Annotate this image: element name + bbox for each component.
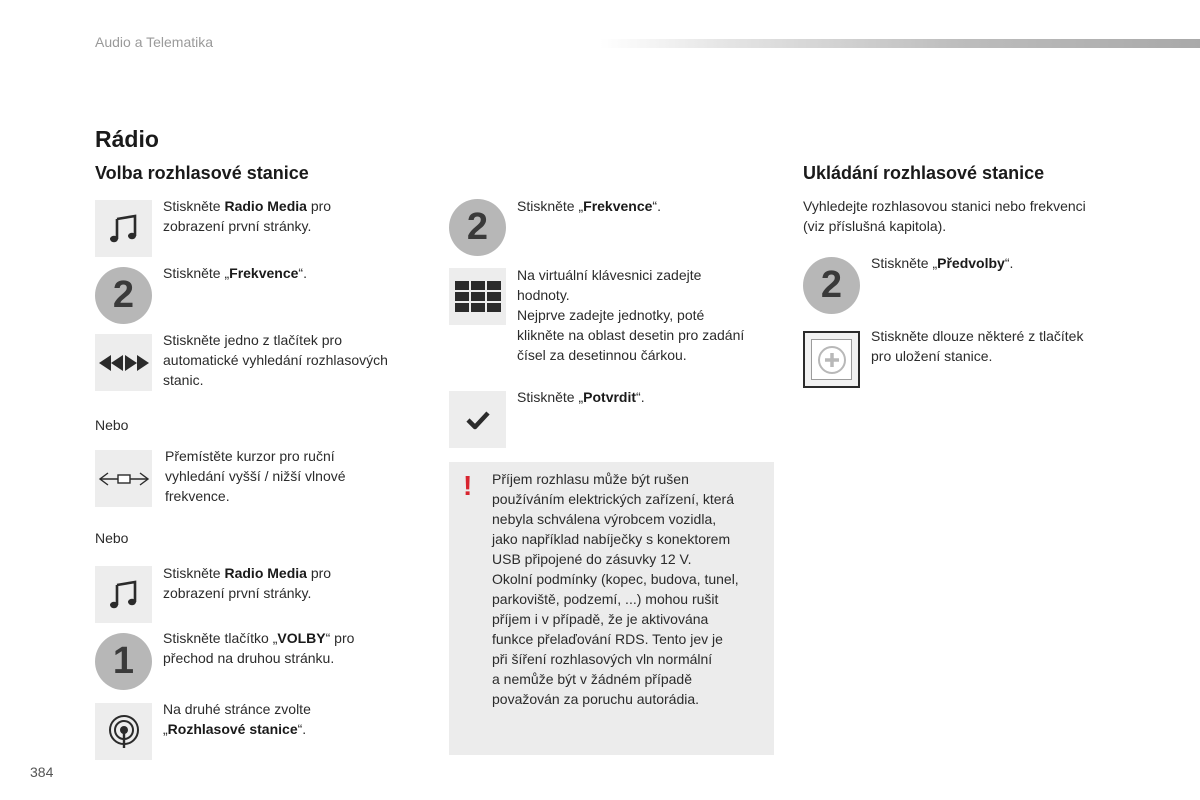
- radio-station-broadcast-icon: [95, 703, 152, 760]
- step-long-press-text: Stiskněte dlouze některé z tlačítek pro uložení stanice.: [871, 328, 1084, 364]
- or-label: Nebo: [95, 417, 129, 433]
- frequency-slider-icon: [95, 450, 152, 507]
- step-radio-stations-text: Na druhé stránce zvolte „Rozhlasové stanice“.: [163, 701, 311, 737]
- saving-intro-text: Vyhledejte rozhlasovou stanici nebo frekvenci (viz příslušná kapitola).: [803, 198, 1086, 234]
- step-manual-search-text: Přemístěte kurzor pro ruční vyhledání vyšší / nižší vlnové frekvence.: [165, 448, 346, 504]
- warning-text: Příjem rozhlasu může být rušen používáním elektrických zařízení, která nebyla schválena výrobcem vozidla, jako například nabíječky s konektorem USB připojené do zásuvky 12 V. Okolní podmínky (kopec, budova, tunel, parkoviště, podzemí, ...) mohou rušit příjem i v případě, že je aktivována funkce přelaďování RDS. Tento jev je při šíření rozhlasových vln normální a nemůže být v žádném případě považován za poruchu autorádia.: [492, 471, 739, 707]
- header-decorative-bar: [600, 39, 1200, 48]
- checkmark-icon: [449, 391, 506, 448]
- step-radio-media-text: Stiskněte Radio Media pro zobrazení první stránky.: [163, 198, 332, 234]
- header-section-title: Audio a Telematika: [95, 34, 214, 50]
- step-number-badge: 2: [803, 257, 860, 314]
- step-number-badge: 1: [95, 633, 152, 690]
- warning-box: [449, 462, 774, 755]
- step-presets-text: Stiskněte „Předvolby“.: [871, 255, 1014, 271]
- preset-button-inner: [811, 339, 852, 380]
- page-title: Rádio: [95, 126, 159, 152]
- music-note-icon: [95, 566, 152, 623]
- step-keypad-text: Na virtuální klávesnici zadejte hodnoty. Nejprve zadejte jednotky, poté klikněte na oblast desetin pro zadání čísel za desetinnou čárkou.: [517, 267, 745, 363]
- step-number-badge: 2: [449, 199, 506, 256]
- step-frequency-text: Stiskněte „Frekvence“.: [517, 198, 661, 214]
- step-number-badge: 2: [95, 267, 152, 324]
- step-confirm-text: Stiskněte „Potvrdit“.: [517, 389, 645, 405]
- section-title-station-saving: Ukládání rozhlasové stanice: [803, 163, 1045, 183]
- preset-button-icon: [803, 331, 860, 388]
- step-radio-media-text: Stiskněte Radio Media pro zobrazení první stránky.: [163, 565, 332, 601]
- or-label: Nebo: [95, 530, 129, 546]
- seek-rewind-forward-icon: [95, 334, 152, 391]
- step-auto-search-text: Stiskněte jedno z tlačítek pro automatické vyhledání rozhlasových stanic.: [163, 332, 388, 388]
- step-frequency-text: Stiskněte „Frekvence“.: [163, 265, 307, 281]
- page-number: 384: [30, 764, 54, 780]
- warning-exclamation-icon: !: [463, 470, 473, 501]
- virtual-keypad-icon: [449, 268, 506, 325]
- section-title-station-selection: Volba rozhlasové stanice: [95, 163, 309, 183]
- music-note-icon: [95, 200, 152, 257]
- step-volby-text: Stiskněte tlačítko „VOLBY“ pro přechod na druhou stránku.: [163, 630, 355, 666]
- add-plus-icon: [817, 345, 847, 375]
